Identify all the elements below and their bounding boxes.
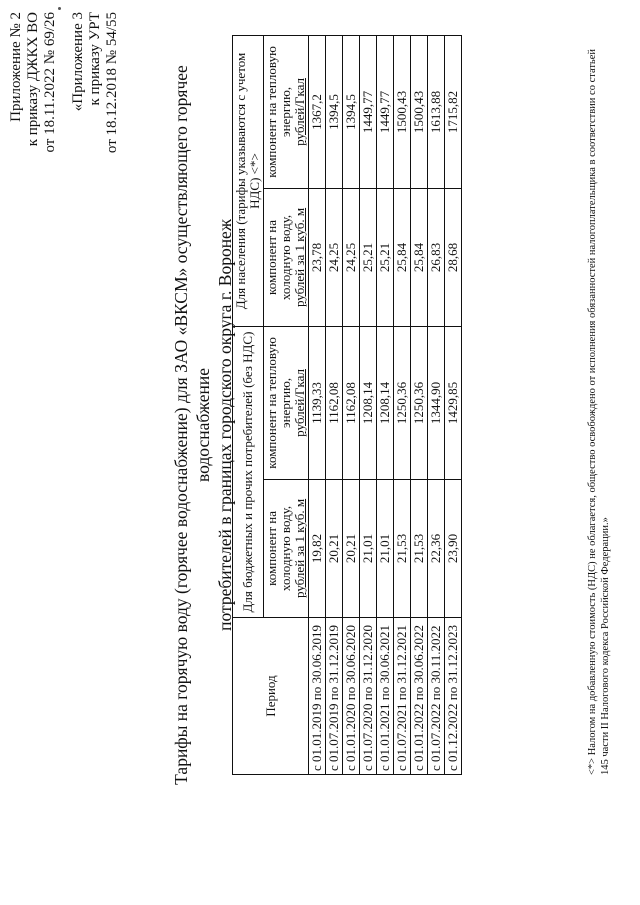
table-cell: 1449,77	[377, 36, 394, 189]
table-cell: 1250,36	[411, 327, 428, 480]
table-row	[326, 36, 343, 775]
table-row	[445, 36, 462, 775]
tariff-table	[232, 35, 462, 775]
table-cell: 1449,77	[360, 36, 377, 189]
table-cell: с 01.01.2019 по 30.06.2019	[309, 618, 326, 775]
table-cell: 24,25	[343, 188, 360, 326]
table-cell: 20,21	[326, 479, 343, 617]
table-row	[309, 36, 326, 775]
budget-heat-header: компонент на тепловую энергию, рублей/Гкал	[264, 327, 309, 480]
table-cell: 25,84	[394, 188, 411, 326]
budget-water-header: компонент на холодную воду, рублей за 1 куб. м	[264, 479, 309, 617]
table-cell: 1429,85	[445, 327, 462, 480]
table-cell: 20,21	[343, 479, 360, 617]
table-cell: с 01.01.2020 по 30.06.2020	[343, 618, 360, 775]
table-cell: с 01.07.2019 по 31.12.2019	[326, 618, 343, 775]
table-cell: 19,82	[309, 479, 326, 617]
table-cell: 25,21	[360, 188, 377, 326]
table-cell: с 01.12.2022 по 31.12.2023	[445, 618, 462, 775]
original-appendix-reference	[70, 12, 121, 153]
table-cell: 1250,36	[394, 327, 411, 480]
table-cell: 23,78	[309, 188, 326, 326]
scan-speck	[58, 7, 61, 10]
table-cell: 23,90	[445, 479, 462, 617]
table-cell: 28,68	[445, 188, 462, 326]
table-cell: с 01.01.2022 по 30.06.2022	[411, 618, 428, 775]
table-cell: 1139,33	[309, 327, 326, 480]
population-heat-header: компонент на тепловую энергию, рублей/Гкал	[264, 36, 309, 189]
table-cell: 25,84	[411, 188, 428, 326]
table-cell: 1715,82	[445, 36, 462, 189]
appendix-line: от 18.11.2022 № 69/26	[42, 12, 58, 153]
title-line: Тарифы на горячую воду (горячее водоснабжение) для ЗАО «ВКСМ» осуществляющего горячее водоснабжение	[171, 65, 213, 785]
table-cell: 1208,14	[360, 327, 377, 480]
table-row	[343, 36, 360, 775]
table-cell: с 01.07.2022 по 30.11.2022	[428, 618, 445, 775]
table-cell: с 01.07.2020 по 31.12.2020	[360, 618, 377, 775]
table-cell: 25,21	[377, 188, 394, 326]
table-cell: 26,83	[428, 188, 445, 326]
table-cell: 22,36	[428, 479, 445, 617]
table-row	[428, 36, 445, 775]
table-row	[394, 36, 411, 775]
table-cell: 24,25	[326, 188, 343, 326]
population-header: Для населения (тарифы указываются с учетом НДС) <*>	[233, 36, 264, 327]
footnote: <*> Налогом на добавленную стоимость (НДС) не облагается, общество освобождено от исполнения обязанностей налогоплательщика в соответствии со статьей 145 части II Налогового кодекса Российской Федерации.»	[587, 49, 611, 775]
table-cell: 1208,14	[377, 327, 394, 480]
table-row	[360, 36, 377, 775]
table-cell: 21,01	[360, 479, 377, 617]
title-line: потребителей в границах городского округа г. Воронеж	[215, 219, 235, 631]
appendix-line: «Приложение 3	[70, 12, 86, 112]
table-row	[411, 36, 428, 775]
table-cell: 21,01	[377, 479, 394, 617]
table-cell: 1162,08	[326, 327, 343, 480]
appendix-line: к приказу УРТ	[87, 12, 103, 106]
table-cell: 1394,5	[343, 36, 360, 189]
table-cell: 21,53	[411, 479, 428, 617]
budget-consumers-header: Для бюджетных и прочих потребителей (без НДС)	[233, 327, 264, 618]
table-cell: 1500,43	[411, 36, 428, 189]
table-cell: 1394,5	[326, 36, 343, 189]
period-header: Период	[233, 618, 309, 775]
appendix-reference	[8, 12, 59, 153]
document-title	[170, 65, 236, 785]
appendix-line: к приказу ДЖКХ ВО	[25, 12, 41, 147]
population-water-header: компонент на холодную воду, рублей за 1 куб. м	[264, 188, 309, 326]
appendix-line: Приложение № 2	[8, 12, 24, 122]
table-row	[377, 36, 394, 775]
appendix-line: от 18.12.2018 № 54/55	[104, 12, 120, 154]
table-cell: 1162,08	[343, 327, 360, 480]
table-cell: 1344,90	[428, 327, 445, 480]
table-cell: 21,53	[394, 479, 411, 617]
table-cell: 1367,2	[309, 36, 326, 189]
table-cell: 1613,88	[428, 36, 445, 189]
table-cell: 1500,43	[394, 36, 411, 189]
table-cell: с 01.01.2021 по 30.06.2021	[377, 618, 394, 775]
table-cell: с 01.07.2021 по 31.12.2021	[394, 618, 411, 775]
